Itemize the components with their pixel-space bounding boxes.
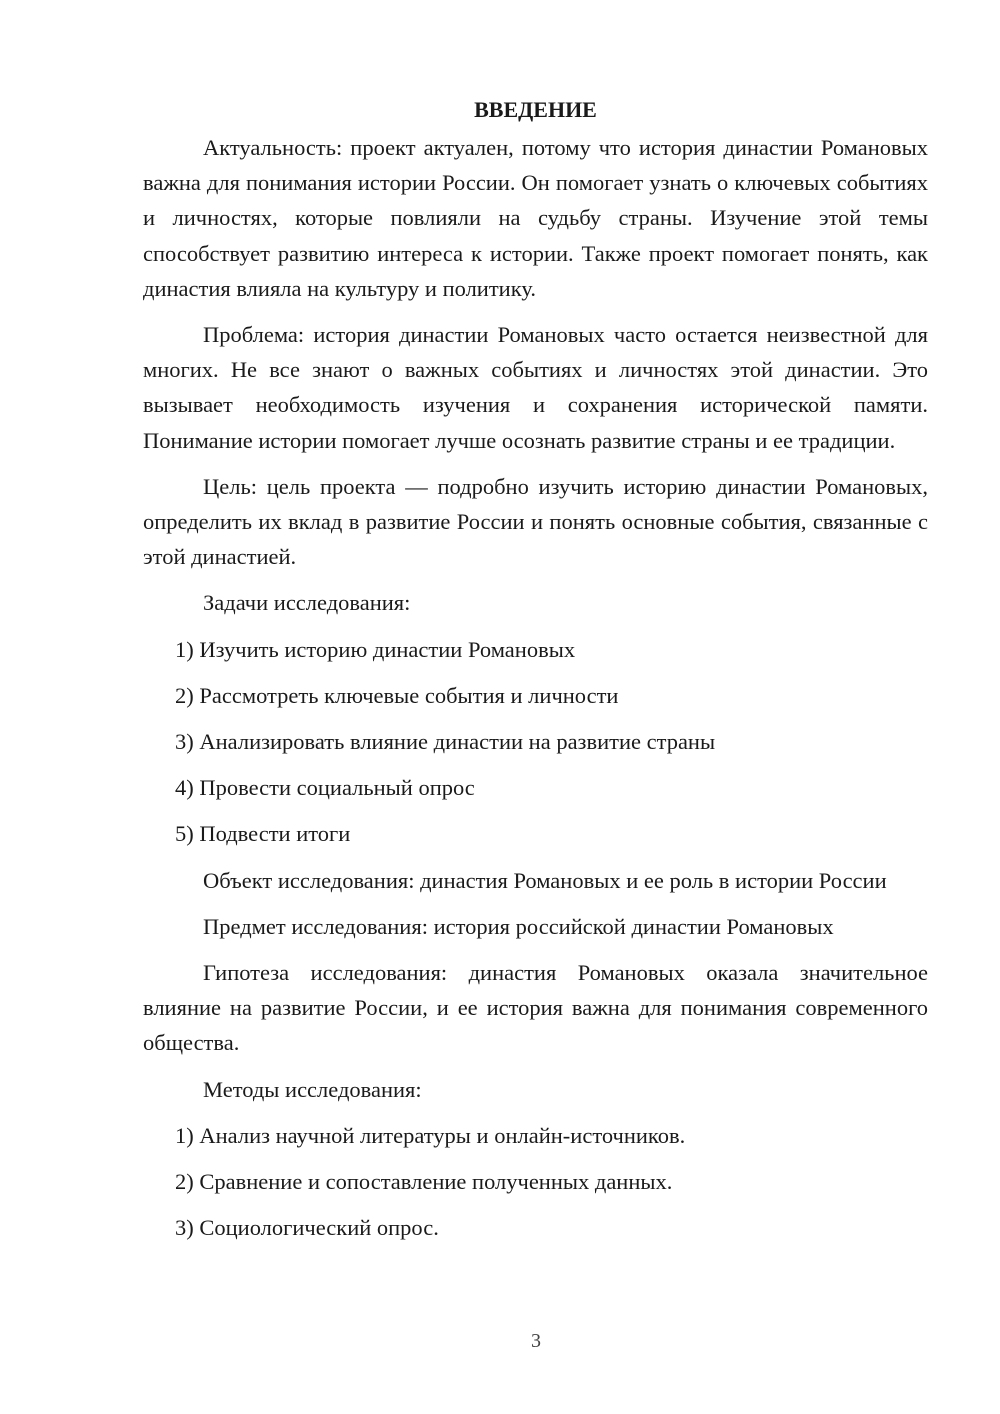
list-item: 2) Сравнение и сопоставление полученных данных. bbox=[175, 1169, 673, 1195]
page-title: ВВЕДЕНИЕ bbox=[474, 97, 597, 122]
relevance-paragraph bbox=[143, 130, 928, 306]
list-item: 4) Провести социальный опрос bbox=[175, 775, 475, 801]
problem-paragraph bbox=[143, 317, 928, 458]
hypothesis-paragraph: Гипотеза исследования: династия Романовых оказала значительное влияние на развитие России, и ее история важна для понимания современного общества. bbox=[143, 960, 928, 1056]
goal-paragraph bbox=[143, 469, 928, 575]
problem-label: Проблема: bbox=[203, 322, 305, 348]
list-item: 2) Рассмотреть ключевые события и личности bbox=[175, 682, 619, 708]
subject-paragraph: Предмет исследования: история российской династии Романовых bbox=[203, 913, 834, 939]
list-item: 3) Анализировать влияние династии на развитие страны bbox=[175, 729, 716, 755]
list-item: 3) Социологический опрос. bbox=[175, 1215, 439, 1241]
problem-text: история династии Романовых часто остается неизвестной для многих. Не все знают о важных событиях и личностях этой династии. Это вызывает необходимость изучения и сохранения исторической памяти. Понимание истории помогает лучше осознать развитие страны и ее традиции. bbox=[143, 322, 928, 453]
goal-label: Цель: bbox=[203, 473, 257, 499]
page-number: 3 bbox=[531, 1330, 541, 1352]
object-paragraph: Объект исследования: династия Романовых и ее роль в истории России bbox=[203, 867, 887, 893]
document-body bbox=[143, 92, 928, 1245]
list-item: 5) Подвести итоги bbox=[175, 821, 351, 847]
relevance-label: Актуальность: bbox=[203, 135, 343, 160]
goal-text: цель проекта — подробно изучить историю династии Романовых, определить их вклад в развитие России и понять основные события, связанные с этой династией. bbox=[143, 473, 929, 570]
relevance-text: проект актуален, потому что история династии Романовых важна для понимания истории России. Он помогает узнать о ключевых событиях и личностях, которые повлияли на судьбу страны. Изучение этой темы способствует развитию интереса к истории. Также проект помогает понять, как династия влияла на культуру и политику. bbox=[143, 135, 929, 301]
list-item: 1) Анализ научной литературы и онлайн-источников. bbox=[175, 1122, 686, 1148]
methods-heading: Методы исследования: bbox=[203, 1076, 422, 1102]
list-item: 1) Изучить историю династии Романовых bbox=[175, 636, 576, 662]
tasks-heading: Задачи исследования: bbox=[203, 590, 411, 616]
